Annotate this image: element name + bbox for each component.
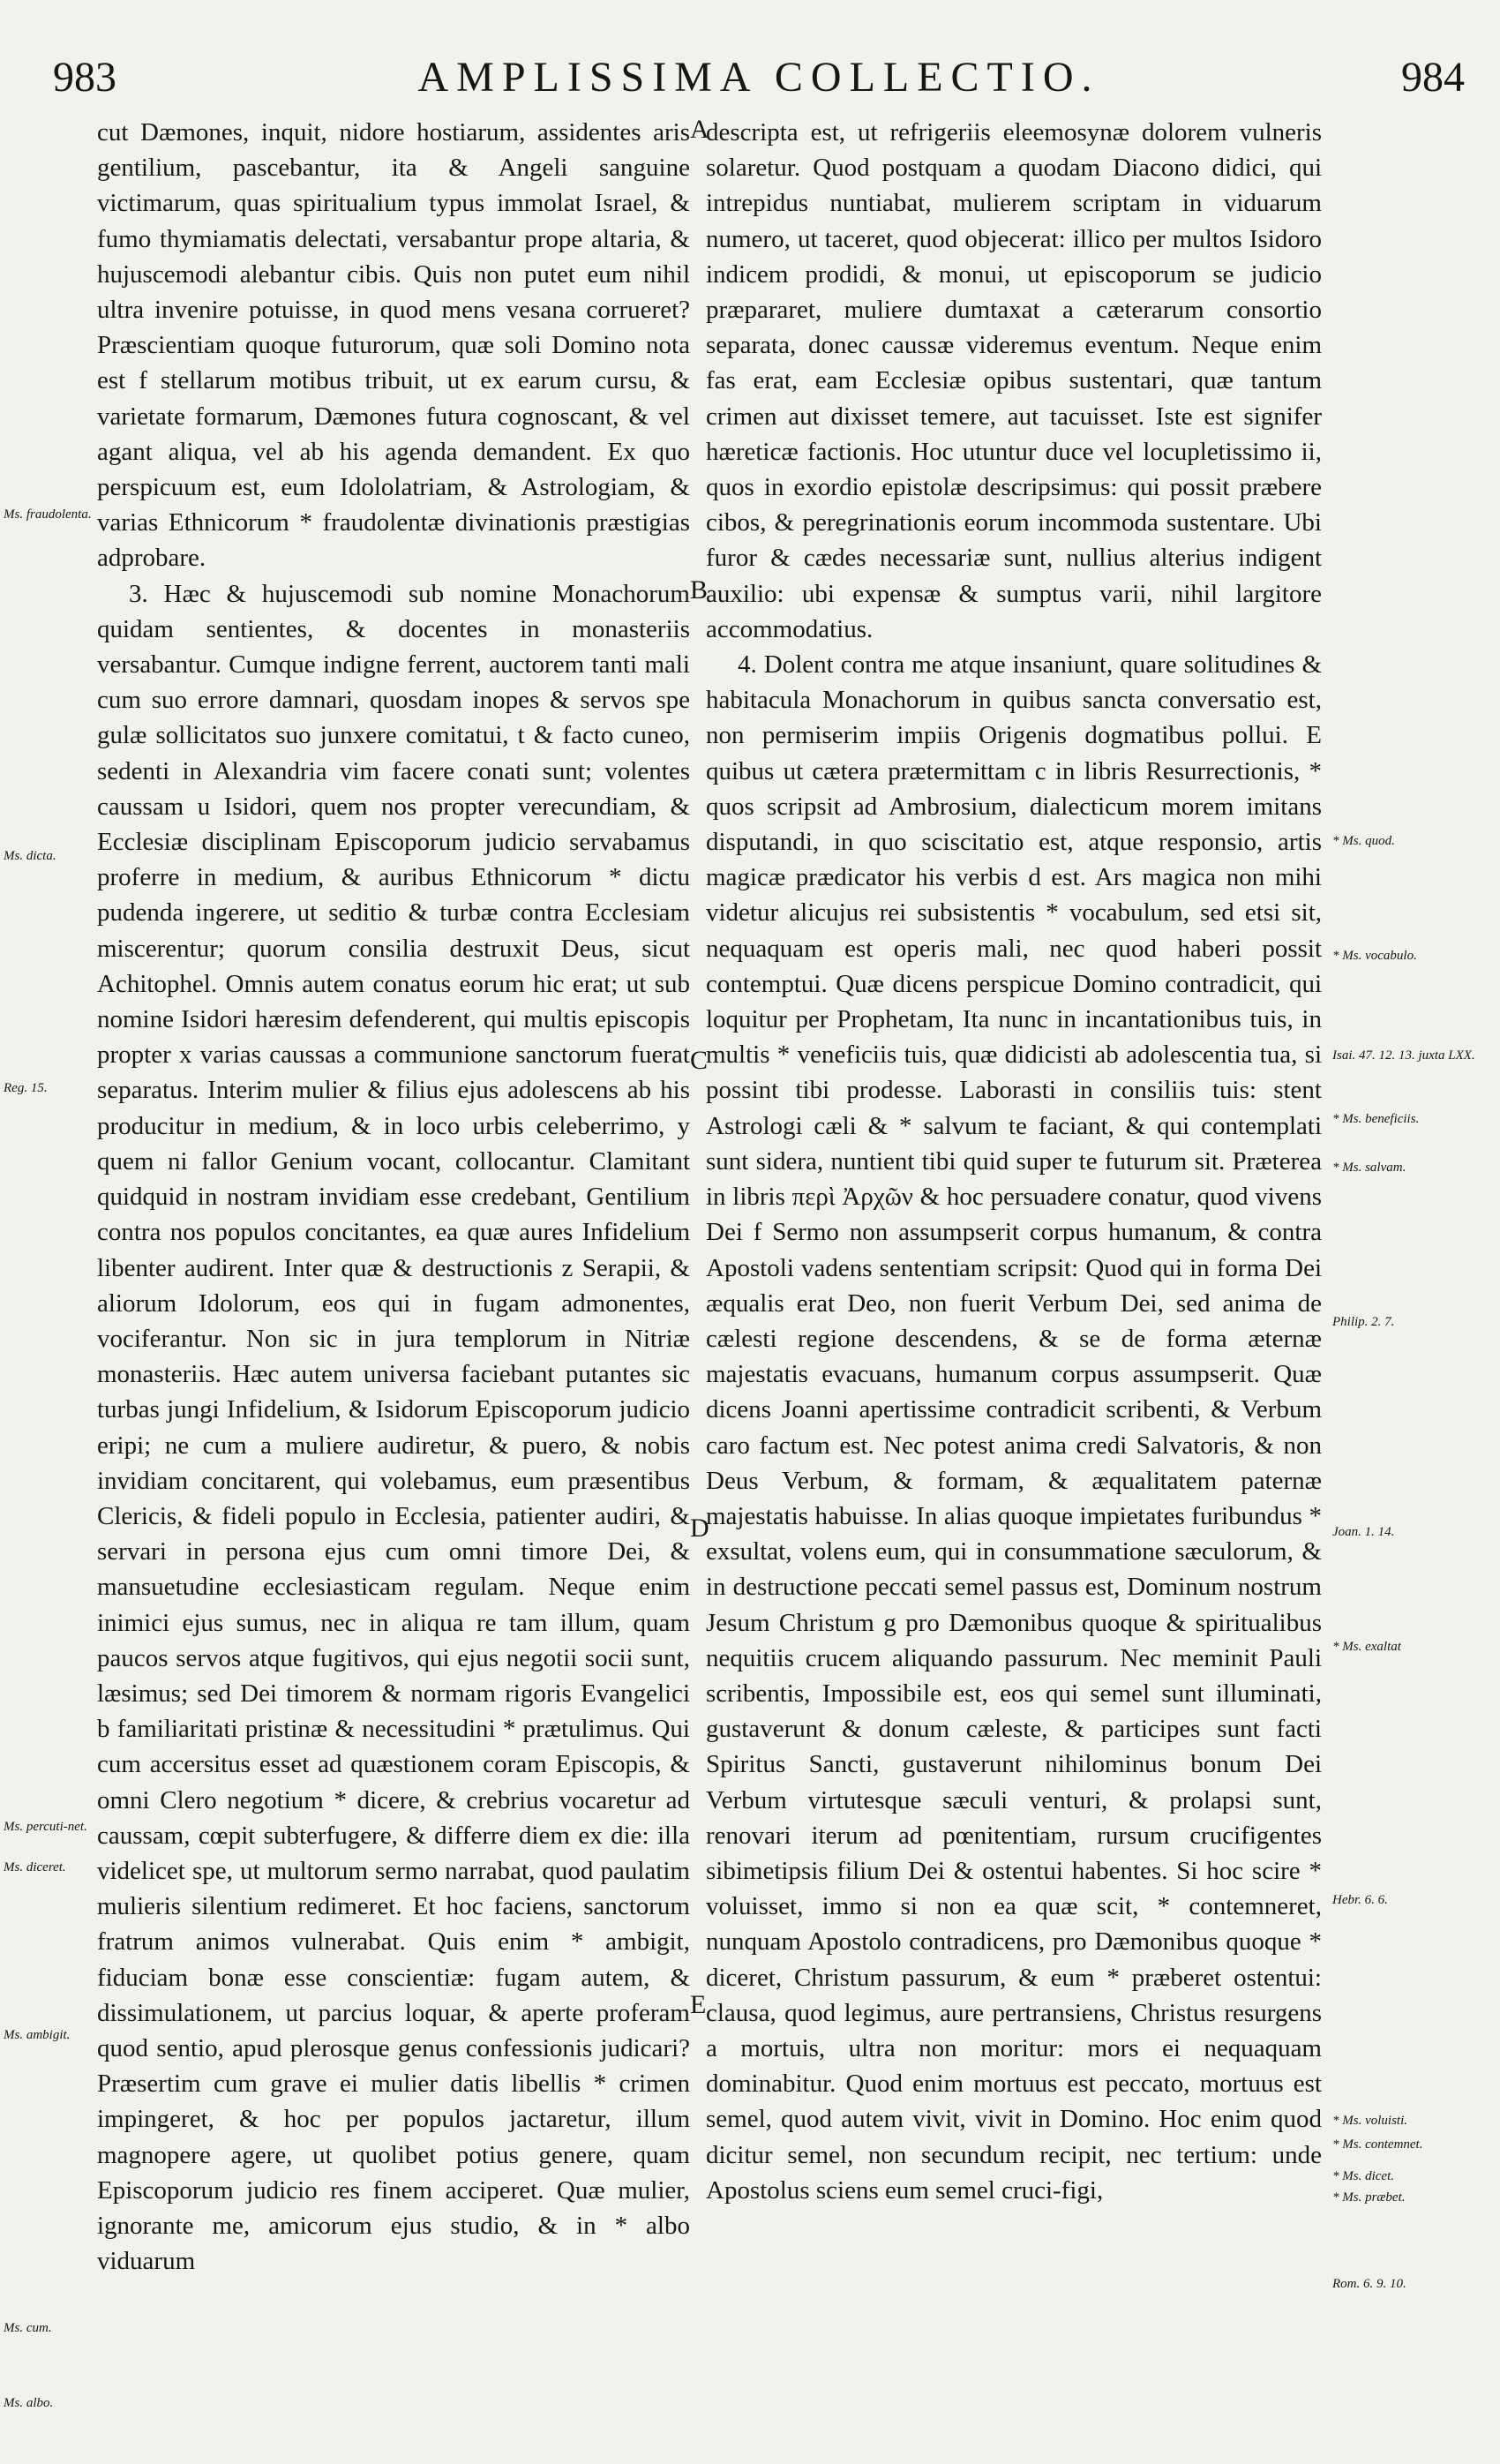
margin-note: Ms. diceret. <box>4 1860 66 1874</box>
paragraph: 3. Hæc & hujuscemodi sub nomine Monachorum quidam sentientes, & docentes in monasteriis versabantur. Cumque indigne ferrent, auctorem tanti mali cum suo errore damnari, quosdam inopes & servos spe gulæ sollicitatos suo junxere comitatui, t & facto cuneo, sedenti in Alexandria vim facere conati sunt; volentes caussam u Isidori, quem nos propter verecundiam, & Ecclesiæ disciplinam Episcoporum judicio servabamus proferre in medium, & auribus Ethnicorum * dictu pudenda ingerere, ut seditio & turbæ contra Ecclesiam miscerentur; quorum consilia destruxit Deus, sicut Achitophel. Omnis autem conatus eorum hic erat; ut sub nomine Isidori hæresim defenderent, qui multis episcopis propter x varias caussas a communione sanctorum fuerat separatus. Interim mulier & filius ejus adolescens ab his producitur in medium, & in loco urbis celeberrimo, y quem ni fallor Genium vocant, collocantur. Clamitant quidquid in nostram invidiam esse credebant, Gentilium contra nos populos concitantes, ea quæ aures Infidelium libenter audirent. Inter quæ & destructionis z Serapii, & aliorum Idolorum, eos qui in fugam admonentes, vociferantur. Non sic in jura templorum in Nitriæ monasteriis. Hæc autem universa faciebant putantes sic turbas jungi Infidelium, & Isidorum Episcoporum judicio eripi; ne cum a muliere audiretur, & puero, & nobis invidiam concitarent, qui volebamus, eum præsentibus Clericis, & fideli populo in Ecclesia, patienter audiri, & servari in persona ejus cum omni timore Dei, & mansuetudine ecclesiasticam regulam. Neque enim inimici ejus sumus, nec in aliqua re tam illum, quam paucos servos atque fugitivos, qui ejus negotii socii sunt, læsimus; sed Dei timorem & normam rigoris Evangelici b familiaritati pristinæ & necessitudini * prætulimus. Qui cum accersitus esset ad quæstionem coram Episcopis, & omni Clero negotium * dicere, & crebrius vocaretur ad caussam, cœpit subterfugere, & differre diem ex die: illa videlicet spe, ut multorum sermo narrabat, quod paulatim mulieris silentium redimeret. Et hoc faciens, sanctorum fratrum animos vulnerabat. Quis enim * ambigit, fiduciam bonæ esse conscientiæ: fugam autem, & dissimulationem, ut parcius loquar, & aperte proferam quod sentio, apud plerosque genus confessionis judicari? Præsertim cum grave ei mulier datis libellis * crimen impingeret, & hoc per populos jactaretur, illum magnopere agere, ut quolibet potius genere, quam Episcoporum judicio res finem acciperet. Quæ mulier, ignorante me, amicorum ejus studio, & in * albo viduarum <box>97 579 690 2276</box>
margin-note: * Ms. vocabulo. <box>1332 949 1417 963</box>
right-margin-notes <box>1332 115 1491 2409</box>
margin-note: Philip. 2. 7. <box>1332 1315 1395 1329</box>
margin-note: * Ms. contemnet. <box>1332 2137 1423 2152</box>
margin-note: Ms. albo. <box>4 2396 54 2410</box>
margin-note: Ms. ambigit. <box>4 2028 71 2042</box>
margin-note: * Ms. quod. <box>1332 834 1395 848</box>
page-header <box>53 53 1465 115</box>
margin-note: Ms. dicta. <box>4 849 56 863</box>
section-letter: D <box>690 1514 709 1543</box>
section-letter: A <box>690 115 709 144</box>
margin-note: * Ms. beneficiis. <box>1332 1112 1420 1126</box>
margin-note: * Ms. dicet. <box>1332 2169 1394 2183</box>
paragraph: cut Dæmones, inquit, nidore hostiarum, assidentes aris gentilium, pascebantur, ita & Angeli sanguine victimarum, quas spiritualium typus immolat Israel, & fumo thymiamatis delectati, versabantur prope altaria, & hujuscemodi alebantur cibis. Quis non putet eum nihil ultra invenire potuisse, in quod mens vesana corrueret? Præscientiam quoque futurorum, quæ soli Domino nota est f stellarum motibus tribuit, ut ex earum cursu, & varietate formarum, Dæmones futura cognoscant, & vel agant aliqua, vel ab his agenda demandent. Ex quo perspicuum est, eum Idololatriam, & Astrologiam, & varias Ethnicorum * fraudolentæ divinationis præstigias adprobare. <box>97 118 690 573</box>
section-letter: C <box>690 1046 709 1075</box>
section-letter-markers <box>690 115 709 2409</box>
paragraph: descripta est, ut refrigeriis eleemosynæ dolorem vulneris solaretur. Quod postquam a quodam Diacono didici, qui intrepidus nuntiabat, mulierem scriptam in viduarum numero, ut taceret, quod objecerat: illico per multos Isidoro indicem prodidi, & monui, ut episcoporum se judicio præpararet, muliere dumtaxat a cæterarum consortio separata, donec caussæ videremus eventum. Neque enim fas erat, eam Ecclesiæ opibus sustentari, quæ tantum crimen aut dixisset temere, aut tacuisset. Iste est signifer hæreticæ factionis. Hoc utuntur duce vel locupletissimo ii, quos in exordio epistolæ descripsimus: qui possit præbere cibos, & peregrinationis eorum incommoda sustentare. Ubi furor & cædes necessariæ sunt, nullius alterius indigent auxilio: ubi expensæ & sumptus varii, nihil largitore accommodatius. <box>706 118 1322 643</box>
margin-note: Ms. cum. <box>4 2321 52 2335</box>
page-number-right: 984 <box>1401 54 1465 101</box>
margin-note: * Ms. exaltat <box>1332 1640 1401 1654</box>
margin-note: Ms. percuti-net. <box>4 1820 87 1834</box>
margin-note: Ms. fraudolenta. <box>4 507 92 522</box>
margin-note: * Ms. præbet. <box>1332 2190 1406 2205</box>
paragraph: 4. Dolent contra me atque insaniunt, quare solitudines & habitacula Monachorum in quibus sancta conversatio est, non permiserim impiis Origenis dogmatibus pollui. E quibus ut cætera prætermittam c in libris Resurrectionis, * quos scripsit ad Ambrosium, dialecticum morem imitans disputandi, in quo sciscitatio est, atque responsio, artis magicæ prædicator his verbis d est. Ars magica non mihi videtur alicujus rei subsistentis * vocabulum, sed etsi sit, nequaquam est operis mali, nec quod haberi possit contemptui. Quæ dicens perspicue Domino contradicit, qui loquitur per Prophetam, Ita nunc in incantationibus tuis, in multis * veneficiis tuis, quæ didicisti ab adolescentia tua, si possint tibi prodesse. Laborasti in consiliis tuis: stent Astrologi cæli & * salvum te faciant, & qui contemplati sunt sidera, nuntient tibi quid super te futurum sit. Præterea in libris περὶ Ἀρχῶν & hoc persuadere conatur, quod vivens Dei f Sermo non assumpserit corpus humanum, & contra Apostoli vadens sententiam scripsit: Quod qui in forma Dei æqualis erat Deo, non fuerit Verbum Dei, sed anima de cælesti regione descendens, & se de forma æternæ majestatis evacuans, humanum corpus assumpserit. Quæ dicens Joanni apertissime contradicit scribenti, & Verbum caro factum est. Nec potest anima credi Salvatoris, & non Deus Verbum, & formam, & æqualitatem paternæ majestatis habuisse. In alias quoque impietates furibundus * exsultat, volens eum, qui in consummatione sæculorum, & in destructione peccati semel passus est, Dominum nostrum Jesum Christum g pro Dæmonibus quoque & spiritualibus nequitiis crucem aliquando passurum. Nec meminit Pauli scribentis, Impossibile est, eos qui semel sunt illuminati, gustaverunt & donum cæleste, & participes sunt facti Spiritus Sancti, gustaverunt nihilominus bonum Dei Verbum virtutesque sæculi venturi, & prolapsi sunt, renovari iterum ad pœnitentiam, rursum crucifigentes sibimetipsis filium Dei & ostentui habentes. Si hoc scire * voluisset, immo si non ea quæ scit, * contemneret, nunquam Apostolo contradicens, pro Dæmonibus quoque * diceret, Christum passurum, & eum * præberet ostentui: clausa, quod legimus, aure pertransiens, Christus resurgens a mortuis, ultra non moritur: mors ei nequaquam dominabitur. Quod enim mortuus est peccato, mortuus est semel, quod autem vivit, vivit in Domino. Hoc enim quod dicitur semel, non secundum recipit, nec tertium: unde Apostolus sciens eum semel cruci-figi, <box>706 650 1322 2205</box>
margin-note: * Ms. salvam. <box>1332 1161 1406 1175</box>
left-margin-notes <box>0 115 97 2409</box>
right-text-column <box>706 115 1322 2409</box>
margin-note: Joan. 1. 14. <box>1332 1525 1395 1539</box>
margin-note: Hebr. 6. 6. <box>1332 1893 1388 1907</box>
section-letter: B <box>690 575 709 605</box>
left-text-column <box>97 115 690 2409</box>
margin-note: Reg. 15. <box>4 1081 48 1095</box>
margin-note: * Ms. voluisti. <box>1332 2114 1407 2128</box>
page-number-left: 983 <box>53 54 116 101</box>
margin-note: Isai. 47. 12. 13. juxta LXX. <box>1332 1048 1475 1063</box>
section-letter: E <box>690 1990 707 2019</box>
margin-note: Rom. 6. 9. 10. <box>1332 2277 1406 2291</box>
running-title: AMPLISSIMA COLLECTIO. <box>417 54 1100 101</box>
